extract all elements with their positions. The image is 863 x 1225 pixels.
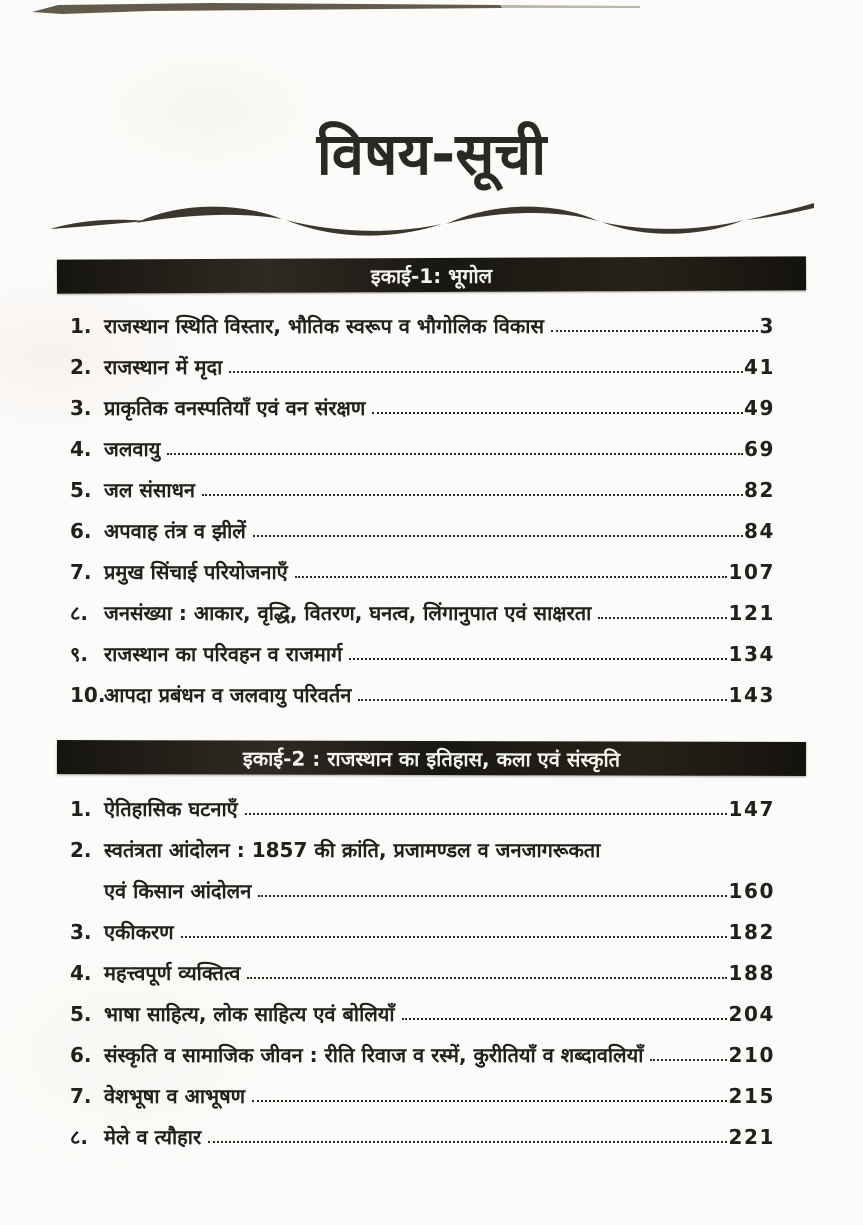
entry-title: जल संसाधन <box>104 477 195 502</box>
entry-line <box>104 837 775 863</box>
entry-line <box>104 313 775 339</box>
entry-page-number: 160 <box>728 878 775 903</box>
entry-number: ९. <box>70 641 88 666</box>
dot-leader <box>258 895 727 897</box>
toc-entry <box>70 837 775 904</box>
entry-title: एकीकरण <box>104 919 174 944</box>
entry-body <box>104 919 775 945</box>
entry-body <box>104 600 775 626</box>
entry-body <box>104 960 775 986</box>
entry-line <box>104 395 775 421</box>
entry-title: भाषा साहित्य, लोक साहित्य एवं बोलियाँ <box>104 1001 395 1026</box>
entry-body <box>104 1083 775 1109</box>
toc-entry <box>70 960 775 986</box>
entry-line <box>104 1042 775 1068</box>
entry-page-number: 49 <box>743 395 775 420</box>
toc-entry <box>70 436 775 462</box>
dot-leader <box>253 535 743 537</box>
entry-body <box>104 1001 775 1027</box>
page-title: विषय-सूची <box>316 120 547 188</box>
units-container <box>70 258 775 1169</box>
toc-entry <box>70 395 775 421</box>
entry-number: 4. <box>70 960 92 985</box>
entry-body <box>104 436 775 462</box>
entry-line <box>104 600 775 626</box>
toc-entry <box>70 313 775 339</box>
toc-entry <box>70 354 775 380</box>
entry-number: 1. <box>70 313 92 338</box>
toc-entry <box>70 1001 775 1027</box>
dot-leader <box>167 453 743 455</box>
entry-line <box>104 559 775 585</box>
entry-number: 2. <box>70 354 92 379</box>
entry-page-number: 82 <box>743 477 775 502</box>
entry-title: वेशभूषा व आभूषण <box>104 1083 246 1108</box>
entry-line-continued <box>104 878 775 904</box>
entry-title: आपदा प्रबंधन व जलवायु परिवर्तन <box>104 682 352 707</box>
entry-line <box>104 518 775 544</box>
entry-body <box>104 559 775 585</box>
unit-heading-label: इकाई-2 : राजस्थान का इतिहास, कला एवं संस्कृति <box>242 745 621 771</box>
toc-entry <box>70 796 775 822</box>
entry-page-number: 84 <box>743 518 775 543</box>
entry-page-number: 215 <box>728 1083 775 1108</box>
entry-body <box>104 477 775 503</box>
entry-page-number: 134 <box>728 641 775 666</box>
dot-leader <box>349 658 727 660</box>
dot-leader <box>650 1059 727 1061</box>
dot-leader <box>247 977 727 979</box>
entry-title: प्रमुख सिंचाई परियोजनाएँ <box>104 559 288 584</box>
entry-title: प्राकृतिक वनस्पतियाँ एवं वन संरक्षण <box>104 395 366 420</box>
entry-line <box>104 477 775 503</box>
entry-page-number: 121 <box>728 600 775 625</box>
entry-title-continued: एवं किसान आंदोलन <box>104 878 252 903</box>
entry-number: 7. <box>70 1083 92 1108</box>
entry-body <box>104 395 775 421</box>
entry-number: 2. <box>70 837 92 862</box>
toc-entry <box>70 641 775 667</box>
entry-line <box>104 1001 775 1027</box>
entry-title: राजस्थान का परिवहन व राजमार्ग <box>104 641 343 666</box>
entry-page-number: 147 <box>728 796 775 821</box>
entry-page-number: 210 <box>728 1042 775 1067</box>
entry-title: अपवाह तंत्र व झीलें <box>104 518 246 543</box>
toc-entry <box>70 1042 775 1068</box>
entry-page-number: 182 <box>728 919 775 944</box>
toc-entry <box>70 477 775 503</box>
entry-body <box>104 641 775 667</box>
toc-entry <box>70 600 775 626</box>
dot-leader <box>358 699 727 701</box>
entry-title: जनसंख्या : आकार, वृद्धि, वितरण, घनत्व, लिंगानुपात एवं साक्षरता <box>104 600 592 625</box>
entry-line <box>104 354 775 380</box>
toc-list <box>70 292 775 727</box>
entry-number: ८. <box>70 1124 88 1149</box>
entry-number: 5. <box>70 1001 92 1026</box>
entry-body <box>104 518 775 544</box>
entry-title: महत्त्वपूर्ण व्यक्तित्व <box>104 960 241 985</box>
entry-number: 6. <box>70 1042 92 1067</box>
unit-heading-label: इकाई-1: भूगोल <box>370 262 493 288</box>
entry-body <box>104 682 775 708</box>
toc-entry <box>70 1083 775 1109</box>
entry-page-number: 3 <box>759 313 775 338</box>
entry-page-number: 69 <box>743 436 775 461</box>
scan-edge-shape <box>0 3 863 15</box>
entry-page-number: 143 <box>728 682 775 707</box>
unit-heading-bar <box>57 740 806 776</box>
dot-leader <box>202 494 743 496</box>
toc-entry <box>70 559 775 585</box>
entry-body <box>104 1042 775 1068</box>
entry-line <box>104 796 775 822</box>
dot-leader <box>372 412 743 414</box>
toc-entry <box>70 1124 775 1150</box>
toc-content <box>0 258 863 1169</box>
entry-line <box>104 1124 775 1150</box>
entry-body <box>104 1124 775 1150</box>
scan-edge-artifact <box>0 0 863 12</box>
entry-line <box>104 1083 775 1109</box>
entry-body <box>104 354 775 380</box>
dot-leader <box>598 617 727 619</box>
dot-leader <box>181 936 728 938</box>
entry-line <box>104 919 775 945</box>
entry-number: 4. <box>70 436 92 461</box>
dot-leader <box>551 330 758 332</box>
toc-entry <box>70 518 775 544</box>
unit-section-2 <box>70 741 775 1169</box>
entry-line <box>104 682 775 708</box>
entry-number: 5. <box>70 477 92 502</box>
toc-list <box>70 775 775 1169</box>
entry-number: ८. <box>70 600 88 625</box>
entry-title: जलवायु <box>104 436 161 461</box>
entry-line <box>104 641 775 667</box>
entry-page-number: 107 <box>728 559 775 584</box>
entry-body <box>104 313 775 339</box>
entry-title: ऐतिहासिक घटनाएँ <box>104 796 238 821</box>
entry-title: संस्कृति व सामाजिक जीवन : रीति रिवाज व रस्में, कुरीतियाँ व शब्दावलियाँ <box>104 1042 644 1067</box>
entry-page-number: 221 <box>728 1124 775 1149</box>
entry-body <box>104 796 775 822</box>
dot-leader <box>208 1141 727 1143</box>
entry-title: मेले व त्यौहार <box>104 1124 202 1149</box>
toc-entry <box>70 682 775 708</box>
toc-entry <box>70 919 775 945</box>
entry-title: स्वतंत्रता आंदोलन : 1857 की क्रांति, प्रजामण्डल व जनजागरूकता <box>104 837 601 862</box>
wave-divider <box>50 193 814 245</box>
entry-body <box>104 837 775 904</box>
entry-title: राजस्थान में मृदा <box>104 354 223 379</box>
unit-heading-bar <box>57 256 806 293</box>
dot-leader <box>402 1018 728 1020</box>
entry-title: राजस्थान स्थिति विस्तार, भौतिक स्वरूप व भौगोलिक विकास <box>104 313 544 338</box>
dot-leader <box>252 1100 727 1102</box>
entry-line <box>104 436 775 462</box>
entry-line <box>104 960 775 986</box>
dot-leader <box>295 576 728 578</box>
entry-page-number: 41 <box>743 354 775 379</box>
entry-number: 7. <box>70 559 92 584</box>
entry-number: 10. <box>70 682 106 707</box>
entry-number: 3. <box>70 919 92 944</box>
entry-number: 6. <box>70 518 92 543</box>
entry-page-number: 188 <box>728 960 775 985</box>
entry-number: 1. <box>70 796 92 821</box>
unit-section-1 <box>70 258 775 727</box>
dot-leader <box>245 813 728 815</box>
entry-number: 3. <box>70 395 92 420</box>
dot-leader <box>229 371 743 373</box>
entry-page-number: 204 <box>728 1001 775 1026</box>
